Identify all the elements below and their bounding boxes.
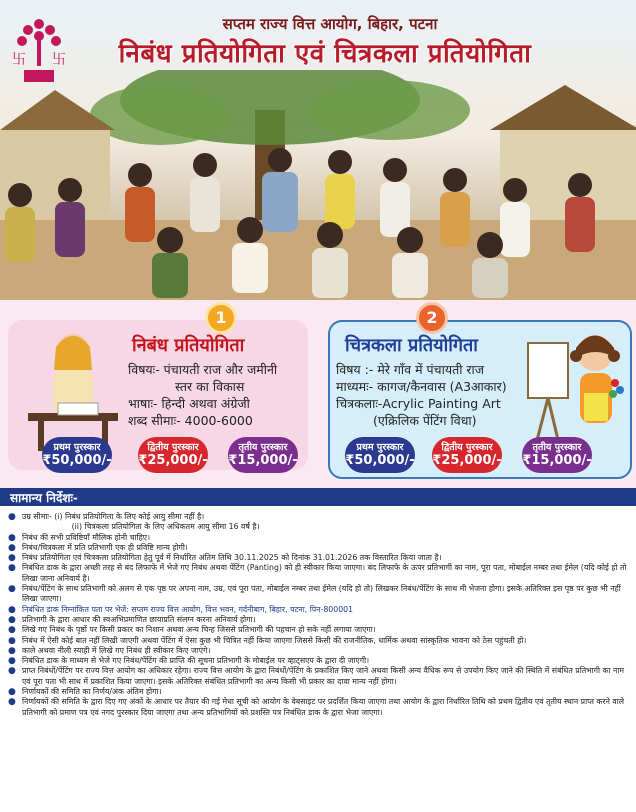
rule-text: निबंध/पेंटिंग के साथ प्रतिभागी को अलग से एक पृष्ठ पर अपना नाम, उम्र, एवं पूरा पता, मोबाईल नम्बर तथा ईमेल (यदि हो तो) लिखकर निबंध/पेंटिंग के साथ मी भेजना होगा। इसके अतिरिक्त इस पृष्ठ पर कुछ भी नहीं लिखा जाएगा। — [22, 584, 621, 604]
essay-first-prize — [42, 437, 112, 473]
list-item — [4, 563, 630, 584]
essay-subject-line1: विषयः- पंचायती राज और जमीनी — [128, 362, 278, 377]
rule-text: निबंध/चित्रकला में प्रति प्रतिभागी एक ही प्रविष्टि मान्य होगी। — [22, 542, 188, 552]
rule-text: उम्र सीमाः- (i) निबंध प्रतियोगिता के लिए कोई आयु सीमा नहीं है। — [22, 512, 205, 521]
painting-second-prize — [432, 437, 502, 473]
list-item — [4, 687, 630, 697]
essay-third-prize — [228, 437, 298, 473]
bullet-icon: ● — [8, 625, 16, 636]
list-item — [4, 512, 630, 522]
essay-number-badge: 1 — [205, 302, 237, 334]
list-item — [4, 697, 630, 718]
painting-number-badge: 2 — [416, 302, 448, 334]
prize-label: प्रथम पुरस्कार — [53, 442, 101, 453]
prize-label: तृतीय पुरस्कार — [532, 442, 582, 453]
bullet-icon: ● — [8, 656, 16, 667]
prize-amount: ₹15,000/- — [522, 453, 592, 468]
bullet-icon: ● — [8, 512, 16, 522]
rule-text: प्राप्त निबंधों/पेंटिंग पर राज्य वित्त आयोग का अधिकार रहेगा। राज्य वित्त आयोग के द्वारा निबंधों/पेंटिंग के प्रकाशित किए जाने अथवा किसी अन्य वैधिक रूप से उपयोग किए जाने की स्थिति में संबंधित प्रतिभागी का नाम एवं पूरा पता भी साथ में प्रकाशित किया जाएगा। इसके अतिरिक्त संबंधित प्रतिभागी का अन्य किसी भी प्रकार का दावा मान्य नहीं होगा। — [22, 666, 625, 686]
rule-text: काले अथवा नीली स्याही में लिखे गए निबंध ही स्वीकार किए जाएंगे। — [22, 645, 211, 655]
essay-second-prize — [138, 437, 208, 473]
bullet-icon: ● — [8, 553, 16, 564]
rule-text: प्रतिभागी के द्वारा आधार की स्वअभिप्रमाणित छायाप्रति संलग्न करना अनिवार्य होगा। — [22, 614, 256, 624]
rule-text: निर्णायकों की समिति के द्वारा दिए गए अंकों के आधार पर तैयार की गई मेधा सूची को आयोग के वेबसाइट पर प्रदर्शित किया जाएगा तथा आयोग के द्वारा निर्धारित तिथि को प्रथम द्वितीय एवं तृतीय स्थान प्राप्त करने वाले प्रतिभागी को प्रमाण पत्र एवं नगद पुरस्कार दिया जाएगा तथा अन्य प्रतिभागियों को प्रशस्ति पत्र निबंधित डाक के द्वारा भेजा जाएगा। — [22, 697, 625, 717]
list-item — [4, 625, 630, 635]
svg-text:卐: 卐 — [52, 52, 66, 68]
painting-medium: माध्यमः- कागज/कैनवास (A3आकार) — [336, 379, 507, 394]
list-item — [4, 656, 630, 666]
rule-text: (ii) चित्रकला प्रतियोगिता के लिए अधिकतम आयु सीमा 16 वर्ष है। — [22, 522, 260, 532]
rule-text: निबंध में ऐसी कोई बात नहीं लिखी जाएगी अथवा पेंटिंग में ऐसा कुछ भी चित्रित नहीं किया जाएगा जिससे किसी की राजनीतिक, धार्मिक अथवा सांस्कृतिक भावना को ठेस पहुंचती हो। — [22, 635, 527, 645]
list-item — [4, 646, 630, 656]
prize-amount: ₹15,000/- — [228, 453, 298, 468]
rule-text: निबंधित डाक के माध्यम से भेजे गए निबंध/पेंटिंग की प्राप्ति की सूचना प्रतिभागी के मोबाईल पर व्हाट्सएप के द्वारा दी जाएगी। — [22, 656, 370, 666]
essay-title: निबंध प्रतियोगिता — [132, 335, 245, 356]
bullet-icon: ● — [8, 563, 16, 574]
bullet-icon: ● — [8, 666, 16, 677]
painting-title: चित्रकला प्रतियोगिता — [345, 335, 478, 356]
rule-text: निबंध की सभी प्रविष्टियाँ मौलिक होनी चाहिए। — [22, 532, 151, 542]
prize-amount: ₹25,000/- — [432, 453, 502, 468]
painting-first-prize — [345, 437, 415, 473]
prize-amount: ₹25,000/- — [138, 453, 208, 468]
bullet-icon: ● — [8, 614, 16, 625]
rule-text: निबंधित डाक निम्नांकित पता पर भेजें: सप्तम राज्य वित्त आयोग, वित्त भवन, गर्दनीबाग, बिहार, पटना, पिन-800001 — [22, 604, 354, 614]
list-item — [4, 636, 630, 646]
bullet-icon: ● — [8, 687, 16, 698]
bullet-icon: ● — [8, 584, 16, 595]
rule-text: निबंधित डाक के द्वारा अच्छी तरह से बंद लिफाफे में भेजे गए निबंध अथवा पेंटिंग (Panting) को ही स्वीकार किया जाएगा। बंद लिफाफे के ऊपर प्रतिभागी का नाम, पूरा पता, मोबाईल नम्बर तथा ईमेल (यदि कोई हो तो लिखा जाना अनिवार्य है। — [22, 563, 627, 583]
list-item — [4, 543, 630, 553]
painting-style-line1: चित्रकलाः-Acrylic Painting Art — [336, 396, 501, 411]
list-item — [4, 533, 630, 543]
rule-text: निबंध प्रतियोगिता एवं चित्रकला प्रतियोगिता हेतु पूर्व में निर्धारित अंतिम तिथि 30.11.2025 को दिनांक 31.01.2026 तक विस्तारित किया जाता है। — [22, 553, 442, 563]
essay-word-limit: शब्द सीमाः- 4000-6000 — [128, 413, 253, 428]
bihar-emblem-logo — [8, 14, 70, 92]
commission-subtitle: सप्तम राज्य वित्त आयोग, बिहार, पटना — [222, 15, 438, 33]
prize-label: प्रथम पुरस्कार — [356, 442, 404, 453]
painting-third-prize — [522, 437, 592, 473]
instructions-header-bar — [0, 488, 636, 506]
bullet-icon: ● — [8, 604, 16, 615]
bullet-icon: ● — [8, 635, 16, 646]
list-item — [4, 522, 630, 532]
painting-style-line2: (एक्रिलिक पेंटिंग विधा) — [373, 413, 477, 428]
essay-subject-line2: स्तर का विकास — [175, 379, 245, 394]
list-item — [4, 615, 630, 625]
list-item — [4, 605, 630, 615]
prize-amount: ₹50,000/- — [42, 453, 112, 468]
bullet-icon: ● — [8, 532, 16, 543]
essay-language: भाषाः- हिन्दी अथवा अंग्रेजी — [128, 396, 250, 411]
bullet-icon: ● — [8, 542, 16, 553]
prize-label: तृतीय पुरस्कार — [238, 442, 288, 453]
svg-text:卐: 卐 — [12, 52, 26, 68]
list-item — [4, 584, 630, 605]
bullet-icon: ● — [8, 645, 16, 656]
instructions-title: सामान्य निर्देशः- — [10, 491, 78, 505]
rule-text: लिखे गए निबंध के पृष्ठों पर किसी प्रकार का निशान अथवा अन्य चिन्ह जिससे प्रतिभागी की पहचान हो सके नहीं लगाया जाएगा। — [22, 625, 376, 635]
rule-text: निर्णायकों की समिति का निर्णय/अंक अंतिम होगा। — [22, 687, 162, 697]
painting-subject: विषय :- मेरे गाँव में पंचायती राज — [336, 362, 485, 377]
prize-label: द्वितीय पुरस्कार — [147, 442, 199, 453]
page-title: निबंध प्रतियोगिता एवं चित्रकला प्रतियोगिता — [118, 39, 532, 69]
bullet-icon: ● — [8, 697, 16, 708]
list-item — [4, 553, 630, 563]
list-item — [4, 666, 630, 687]
girl-writing-illustration — [18, 325, 128, 455]
instructions-list — [4, 512, 630, 718]
prize-label: द्वितीय पुरस्कार — [441, 442, 493, 453]
prize-amount: ₹50,000/- — [345, 453, 415, 468]
header-banner — [0, 0, 636, 300]
village-meeting-illustration — [0, 70, 636, 300]
